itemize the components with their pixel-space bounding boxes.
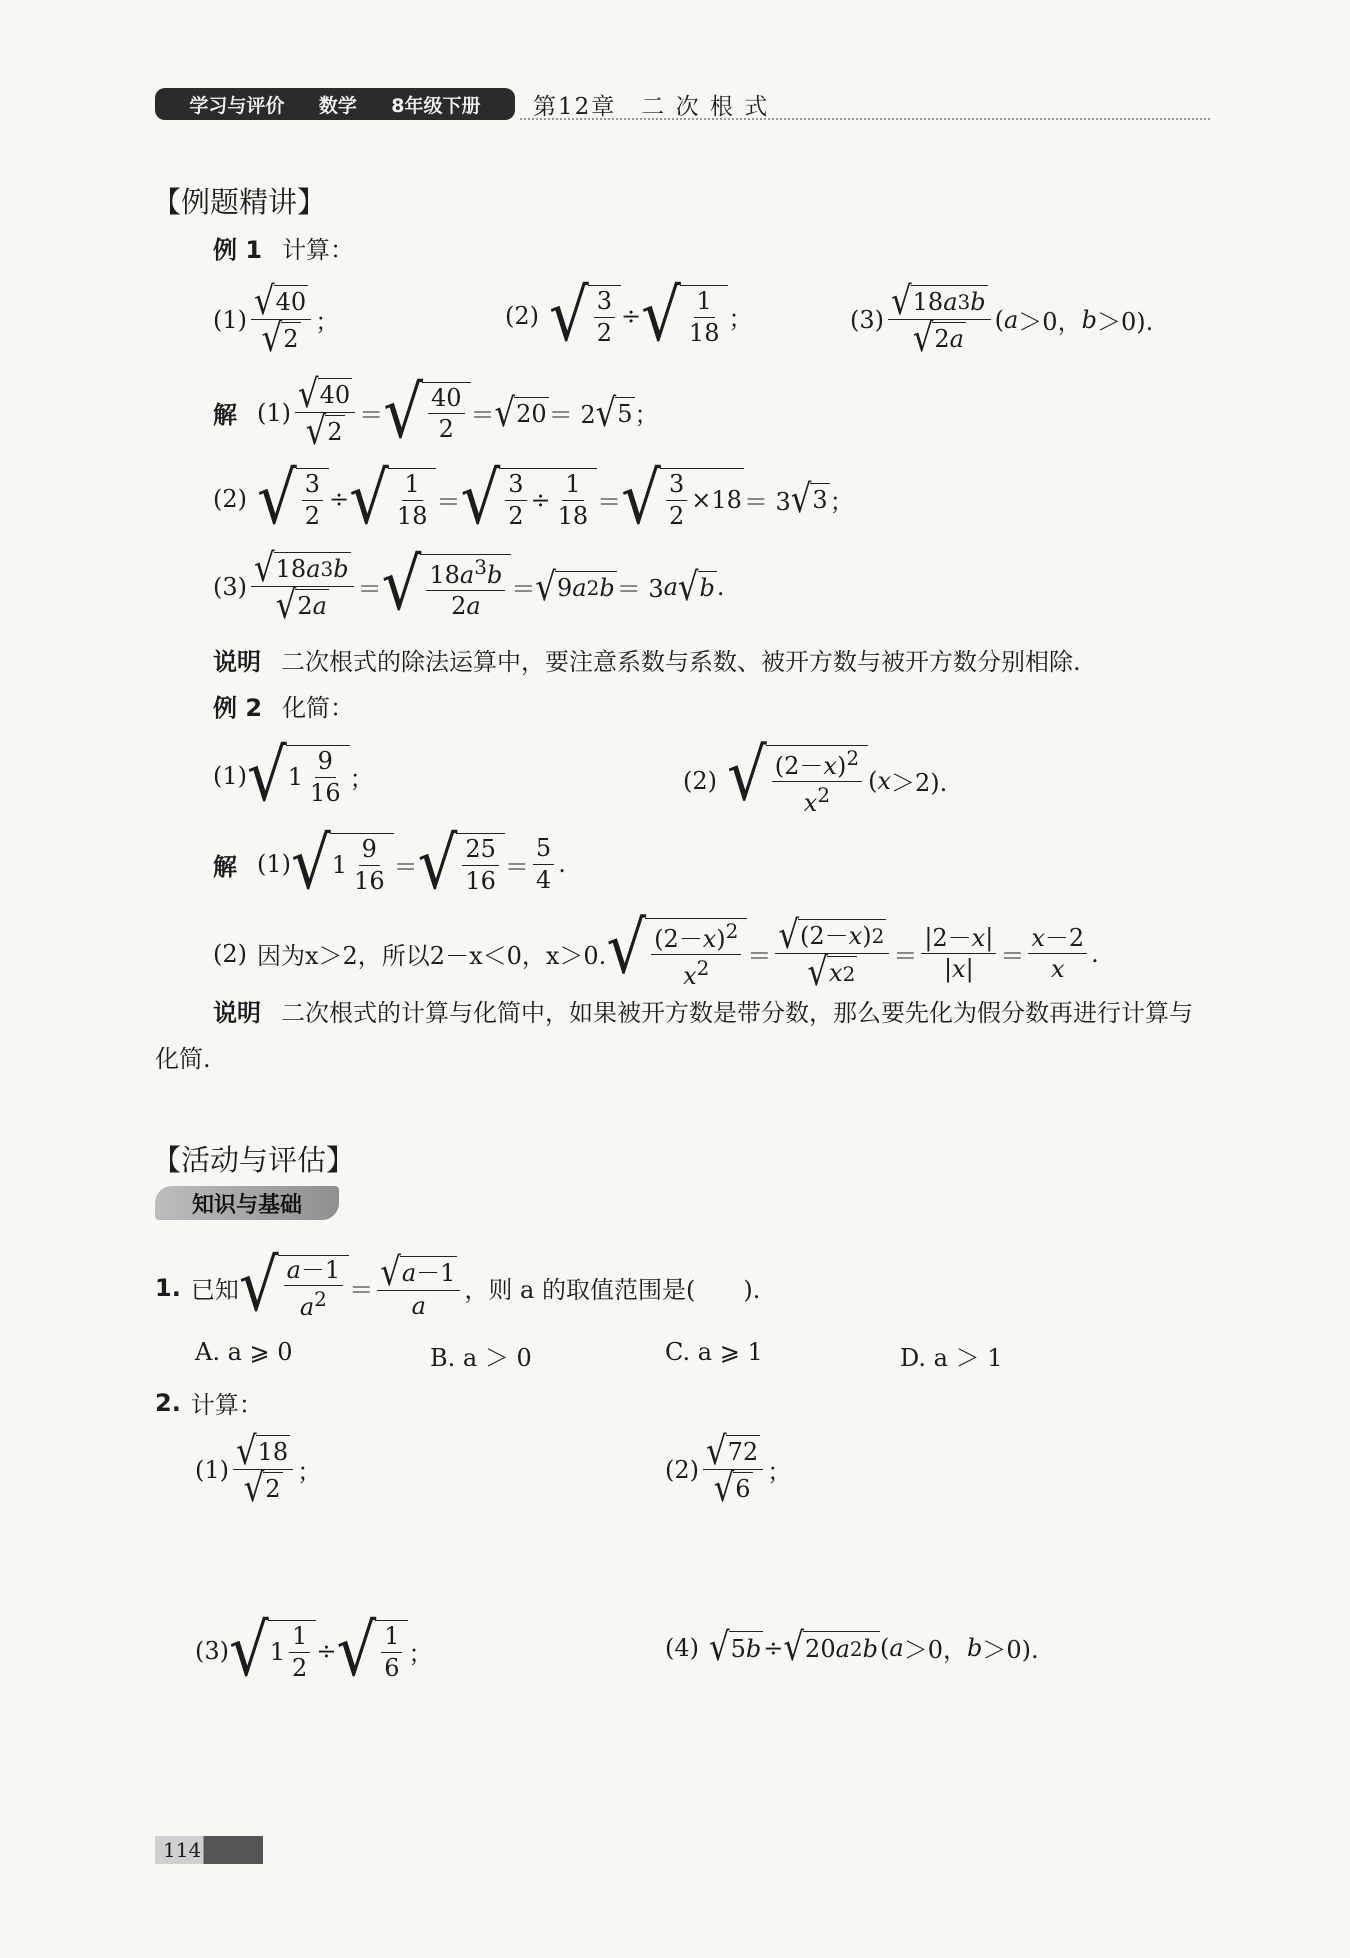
example-2-solution-2: (2) 因为x＞2，所以2－x＜0，x＞0. √ $\frac{(2-x)^2}{x^2}$ ＝ √ (2－ x ) 2 √ x 2 ＝ $\frac{|2-x|}{|x|}$ ＝ $\frac{x-2}{x}$ .	[213, 905, 1099, 996]
example-1-heading	[213, 230, 354, 265]
example-1-task: 计算：	[282, 236, 355, 264]
book-title-bar	[155, 88, 515, 120]
chapter-title: 第12章 二 次 根 式	[533, 94, 770, 120]
section-activity-title: 【活动与评估】	[152, 1143, 356, 1177]
question-1-option-d[interactable]: D. a ＞ 1	[900, 1344, 1003, 1372]
example-2-problem-1: (1) √ 1 $\frac{9}{16}$ ；	[213, 733, 374, 818]
example-2-heading: 例 2 化简：	[213, 694, 355, 722]
example-2-problem-2: (2) √ $\frac{(2-x)^2}{x^2}$ ( x ＞2).	[683, 732, 948, 818]
book-grade: 8年级下册	[391, 94, 481, 117]
page-number-tab	[155, 1836, 263, 1864]
example-1-solution-1: 解 (1) √ 40 √ 2 ＝ √ $\frac{40}{2}$ ＝ √ 20 ＝ 2 √ 5 ；	[213, 370, 659, 455]
knowledge-basics-badge: 知识与基础	[155, 1186, 339, 1220]
question-1-option-a[interactable]: A. a ⩾ 0	[195, 1338, 293, 1366]
question-1-option-c[interactable]: C. a ⩾ 1	[665, 1338, 763, 1366]
header-divider	[520, 118, 1210, 120]
example-1-problem-1: (1) √ 40 √ 2 ；	[213, 278, 340, 362]
example-1-label: 例 1	[213, 236, 263, 264]
book-subject: 数学	[318, 94, 357, 117]
page-number: 114	[163, 1838, 202, 1862]
example-2-solution-1: 解 (1) √ 1 $\frac{9}{16}$ ＝ √ $\frac{25}{16}$ ＝ $\frac{5}{4}$ .	[213, 821, 566, 906]
note-1: 说明 二次根式的除法运算中，要注意系数与系数、被开方数与被开方数分别相除.	[213, 648, 1081, 676]
question-2-heading: 2. 计算：	[155, 1388, 263, 1419]
book-series: 学习与评价	[189, 94, 285, 117]
question-2-part-3: (3) √ 1 $\frac{1}{2}$ ÷ √ $\frac{1}{6}$ ；	[195, 1608, 433, 1693]
example-1-problem-2: (2) √ $\frac{3}{2}$ ÷ √ $\frac{1}{18}$ ；	[505, 273, 753, 358]
example-1-problem-3: (3) √ 18 a 3 b √ 2 a ( a ＞0， b ＞0).	[850, 278, 1154, 362]
question-1: 1. 已知 √ $\frac{a-1}{a^2}$ ＝ √ a －1 a ，则 a 的取值范围是( ).	[155, 1243, 761, 1328]
question-1-option-b[interactable]: B. a ＞ 0	[430, 1344, 532, 1372]
question-2-part-1: (1) √ 18 √ 2 ；	[195, 1428, 322, 1512]
question-2-part-4: (4) √ 5 b ÷ √ 20 a 2 b ( a ＞0， b ＞0).	[665, 1624, 1039, 1671]
question-2-part-2: (2) √ 72 √ 6 ；	[665, 1428, 792, 1512]
example-1-solution-3: (3) √ 18 a 3 b √ 2 a ＝ √ $\frac{18a^3b}{2a}$ ＝ √ 9 a 2 b ＝ 3 a √ b .	[213, 542, 725, 629]
section-examples-title: 【例题精讲】	[152, 185, 327, 219]
example-1-solution-2: (2) √ $\frac{3}{2}$ ÷ √ $\frac{1}{18}$ ＝ √ $\frac{3}{2}$ ÷ $\frac{1}{18}$ ＝ √ $\frac{3}{2}$ ×18 ＝ 3 √ 3 ；	[213, 456, 854, 541]
note-2: 说明 二次根式的计算与化简中，如果被开方数是带分数，那么要先化为假分数再进行计算与化简.	[155, 999, 1193, 1073]
